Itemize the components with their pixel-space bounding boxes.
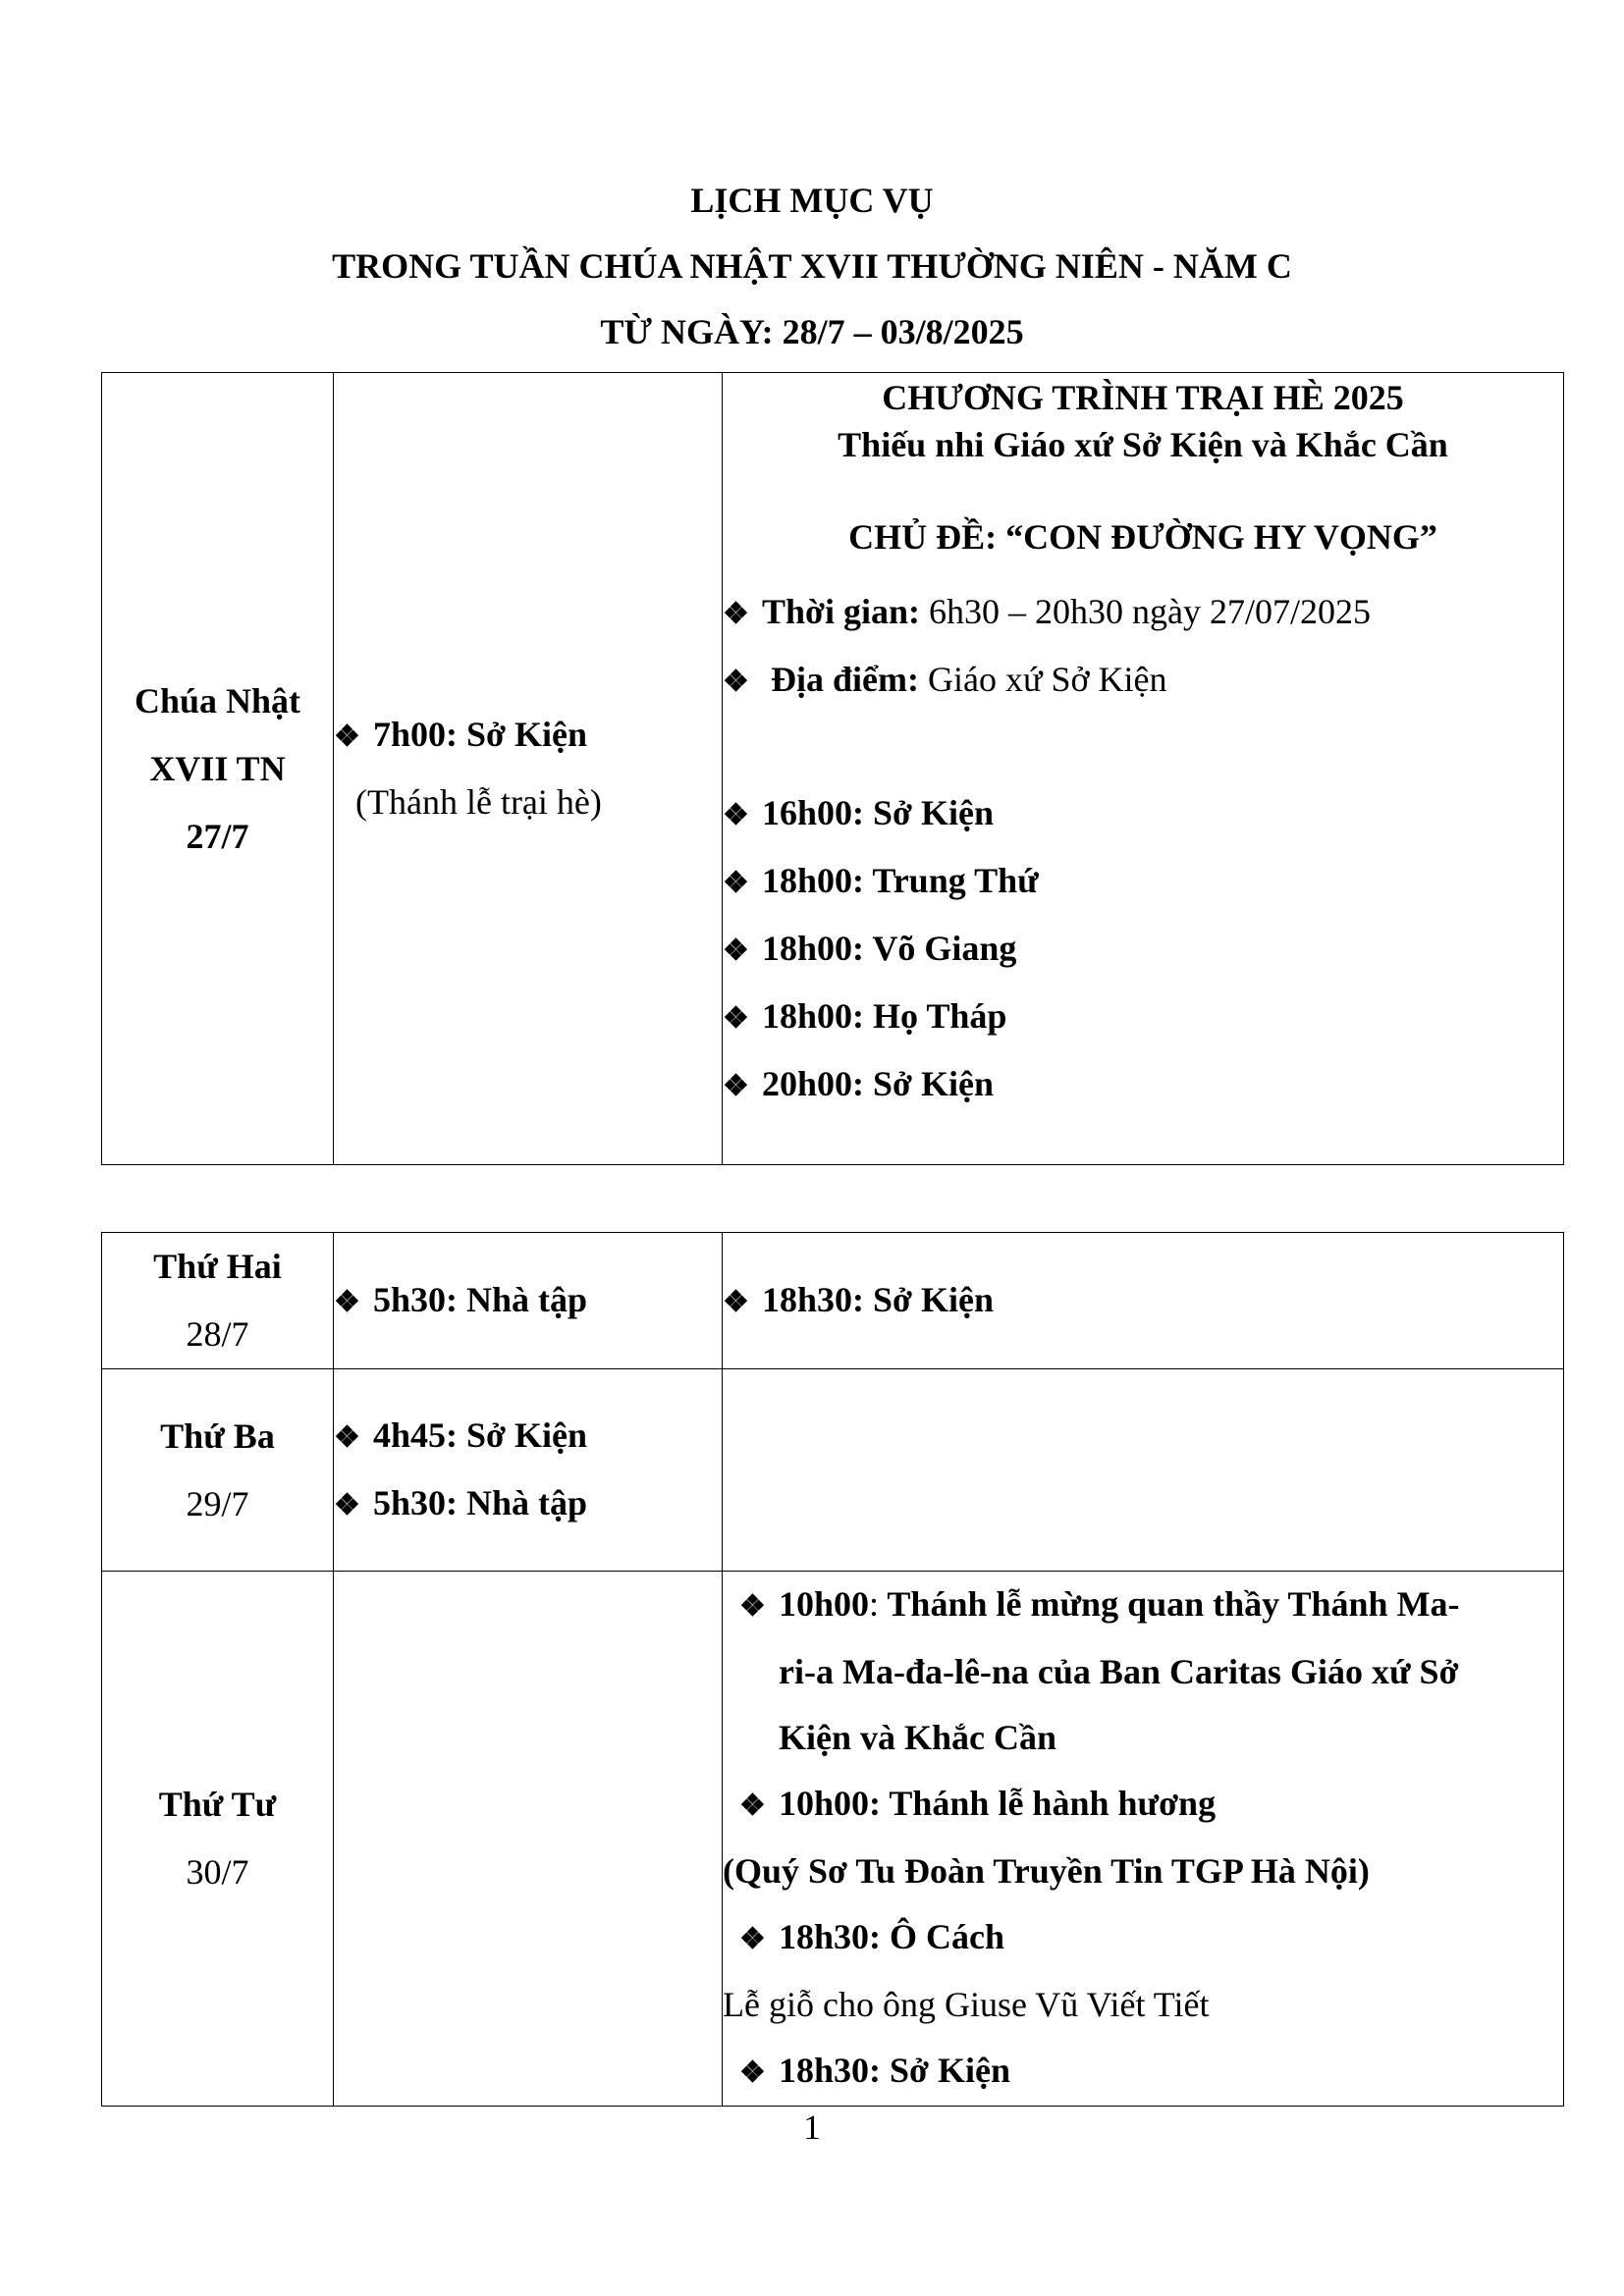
- schedule-item: ❖ 18h00: Trung Thứ: [723, 848, 1563, 916]
- bullet-icon: ❖: [723, 1285, 749, 1318]
- schedule-item: ❖ 18h00: Võ Giang: [723, 916, 1563, 984]
- bullet-icon: ❖: [723, 598, 749, 630]
- bullet-icon: ❖: [739, 1789, 766, 1822]
- page-number: 1: [803, 2108, 821, 2147]
- schedule-item: ❖ 20h00: Sở Kiện: [723, 1051, 1563, 1119]
- tuesday-row: [102, 1369, 1564, 1572]
- sunday-table: [101, 372, 1564, 1165]
- camp-subtitle: Thiếu nhi Giáo xứ Sở Kiện và Khắc Cần: [838, 425, 1448, 464]
- day-name: Thứ Hai: [153, 1247, 282, 1286]
- wednesday-morning-cell: [334, 1572, 723, 2107]
- bullet-icon: ❖: [723, 934, 749, 967]
- bullet-icon: ❖: [739, 2056, 766, 2089]
- bullet-icon: ❖: [723, 1070, 749, 1102]
- day-date: 27/7: [186, 816, 249, 856]
- schedule-item: ❖ 18h30: Sở Kiện: [723, 2038, 1563, 2106]
- day-date: 29/7: [186, 1483, 249, 1523]
- day-date: 30/7: [186, 1852, 249, 1892]
- tuesday-day-cell: [102, 1369, 334, 1572]
- camp-theme: CHỦ ĐỀ: “CON ĐƯỜNG HY VỌNG”: [848, 517, 1437, 557]
- monday-evening-cell: [723, 1233, 1564, 1369]
- schedule-item: ❖ 5h30: Nhà tập: [334, 1267, 722, 1335]
- schedule-item: ❖ 18h00: Họ Tháp: [723, 984, 1563, 1051]
- schedule-item: ❖ 10h00: Thánh lễ hành hương: [723, 1771, 1563, 1839]
- schedule-item: ❖ 18h30: Ô Cách: [723, 1904, 1563, 1972]
- sunday-day-cell: [102, 373, 334, 1165]
- day-date: 28/7: [186, 1314, 249, 1354]
- schedule-note: (Thánh lễ trại hè): [355, 782, 602, 822]
- header-title: LỊCH MỤC VỤ: [690, 181, 934, 220]
- camp-time: ❖ Thời gian: 6h30 – 20h30 ngày 27/07/2025: [723, 579, 1563, 647]
- schedule-note: Lễ giỗ cho ông Giuse Vũ Viết Tiết: [723, 1985, 1210, 2024]
- schedule-item-continued: ri-a Ma-đa-lê-na của Ban Caritas Giáo xứ Sở: [779, 1652, 1459, 1691]
- header-date-range: TỪ NGÀY: 28/7 – 03/8/2025: [600, 312, 1024, 351]
- schedule-note: (Quý Sơ Tu Đoàn Truyền Tin TGP Hà Nội): [723, 1851, 1370, 1891]
- monday-morning-cell: [334, 1233, 723, 1369]
- schedule-item-continued: Kiện và Khắc Cần: [779, 1718, 1057, 1757]
- day-name: Thứ Tư: [158, 1785, 277, 1824]
- camp-place: ❖ Địa điểm: Giáo xứ Sở Kiện: [723, 647, 1563, 715]
- header-subtitle: TRONG TUẦN CHÚA NHẬT XVII THƯỜNG NIÊN - NĂM C: [332, 246, 1292, 286]
- sunday-evening-cell: [723, 373, 1564, 1165]
- camp-title: CHƯƠNG TRÌNH TRẠI HÈ 2025: [882, 378, 1404, 417]
- bullet-icon: ❖: [334, 1285, 360, 1318]
- sunday-morning-cell: [334, 373, 723, 1165]
- monday-day-cell: [102, 1233, 334, 1369]
- weekday-table: [101, 1232, 1564, 2107]
- tuesday-morning-cell: [334, 1369, 723, 1572]
- schedule-item: ❖ 5h30: Nhà tập: [334, 1470, 722, 1538]
- bullet-icon: ❖: [739, 1923, 766, 1955]
- wednesday-row: [102, 1572, 1564, 2107]
- bullet-icon: ❖: [739, 1590, 766, 1623]
- bullet-icon: ❖: [723, 666, 749, 698]
- day-subname: XVII TN: [149, 748, 286, 788]
- monday-row: [102, 1233, 1564, 1369]
- wednesday-evening-cell: [723, 1572, 1564, 2107]
- schedule-item: ❖ 16h00: Sở Kiện: [723, 780, 1563, 848]
- bullet-icon: ❖: [723, 867, 749, 899]
- schedule-item: ❖ 7h00: Sở Kiện: [334, 702, 722, 770]
- bullet-icon: ❖: [723, 1002, 749, 1035]
- schedule-item: ❖ 10h00: Thánh lễ mừng quan thầy Thánh Ma-: [723, 1572, 1563, 1639]
- schedule-item: ❖ 4h45: Sở Kiện: [334, 1403, 722, 1470]
- day-name: Thứ Ba: [160, 1415, 275, 1456]
- bullet-icon: ❖: [334, 721, 360, 753]
- schedule-item: ❖ 18h30: Sở Kiện: [723, 1267, 1563, 1335]
- day-name: Chúa Nhật: [134, 680, 301, 721]
- bullet-icon: ❖: [334, 1420, 360, 1454]
- wednesday-day-cell: [102, 1572, 334, 2107]
- bullet-icon: ❖: [723, 799, 749, 831]
- tuesday-evening-cell: [723, 1369, 1564, 1572]
- sunday-row: [102, 373, 1564, 1165]
- bullet-icon: ❖: [334, 1488, 360, 1522]
